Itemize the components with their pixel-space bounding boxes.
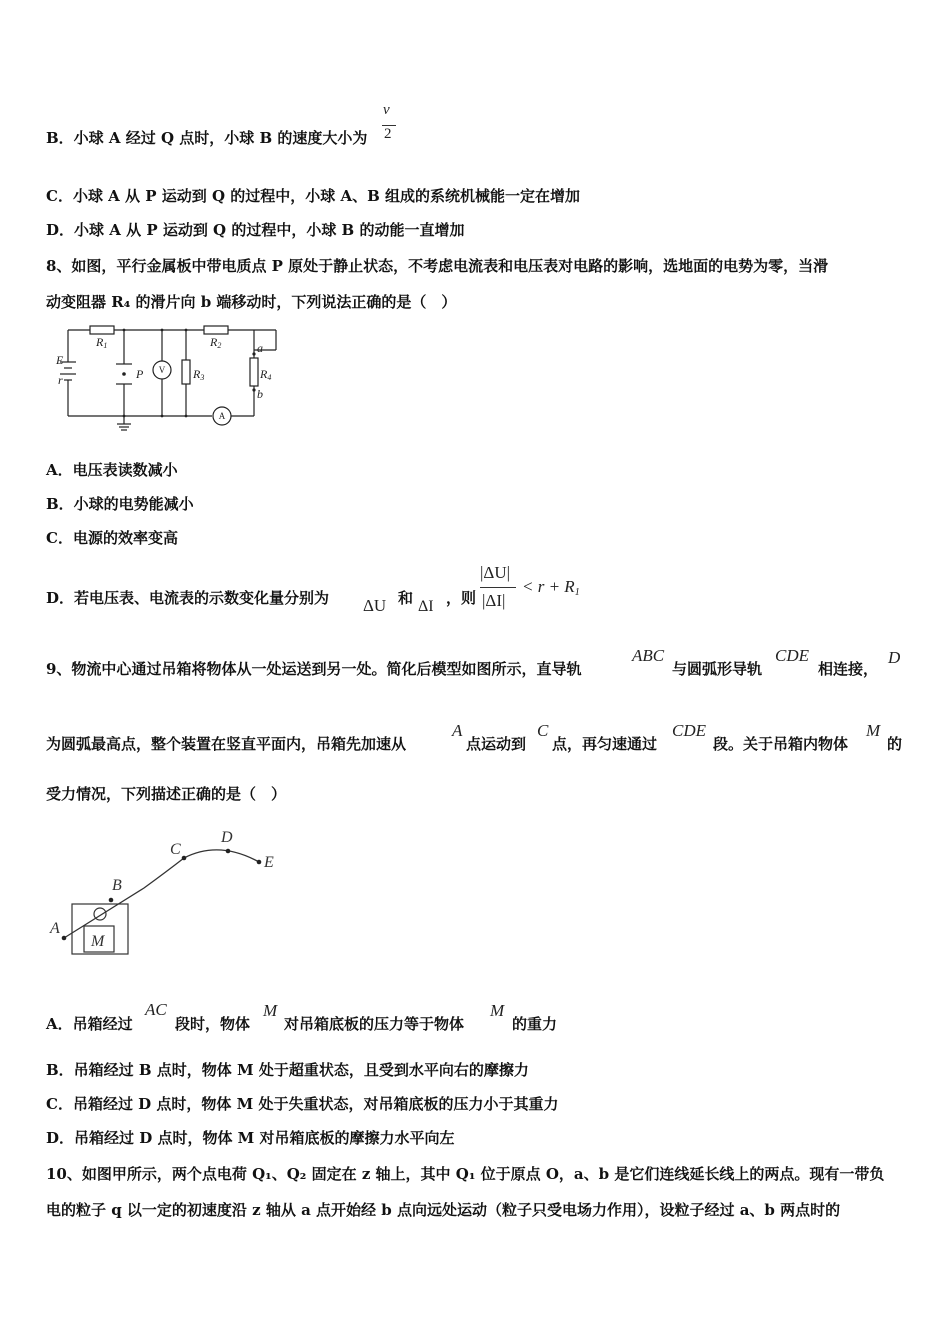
q9-option-d: D．吊箱经过 D 点时，物体 M 对吊箱底板的摩擦力水平向左 [46, 1129, 455, 1147]
svg-text:a: a [257, 341, 263, 355]
q9-math-cde: CDE [775, 646, 809, 665]
svg-text:R2: R2 [210, 335, 222, 350]
q9-option-a-d: 的重力 [512, 1015, 558, 1033]
svg-text:A: A [218, 411, 226, 421]
q9-math-c: C [537, 721, 549, 740]
q10-stem-line2: 电的粒子 q 以一定的初速度沿 z 轴从 a 点开始经 b 点向远处运动（粒子只受电场力作用），设粒子经过 a、b 两点时的 [46, 1201, 841, 1219]
svg-text:r: r [58, 373, 63, 387]
r3-resistor [182, 360, 190, 384]
q9-option-a-math-m1: M [263, 1001, 278, 1020]
svg-text:b: b [257, 387, 263, 401]
svg-text:E: E [264, 854, 274, 871]
q8-d-frac-den: |ΔI| [482, 591, 506, 610]
r2-resistor [204, 326, 228, 334]
point-b [109, 898, 114, 903]
q9-math-a: A [452, 721, 463, 740]
q8-circuit-diagram [54, 320, 294, 432]
q7-b-fraction-numerator: v [383, 102, 390, 118]
q9-stem-line2-e: 的 [887, 735, 903, 753]
q7-option-c: C．小球 A 从 P 运动到 Q 的过程中，小球 A、B 组成的系统机械能一定在增加 [46, 187, 581, 205]
svg-text:A: A [50, 920, 60, 937]
q9-stem-line1-c: 相连接， [818, 660, 879, 678]
q8-d-and: 和 [398, 589, 414, 607]
q9-stem-line1-b: 与圆弧形导轨 [672, 660, 763, 678]
r1-resistor [90, 326, 114, 334]
q9-stem-line3: 受力情况，下列描述正确的是（ ） [46, 785, 287, 803]
q9-math-cde-2: CDE [672, 721, 706, 740]
q9-option-a-math-m2: M [490, 1001, 505, 1020]
q9-track-diagram [44, 820, 294, 960]
q9-stem-line2-a: 为圆弧最高点，整个装置在竖直平面内，吊箱先加速从 [46, 735, 407, 753]
q8-stem-line2: 动变阻器 R₄ 的滑片向 b 端移动时，下列说法正确的是（ ） [46, 293, 457, 311]
q8-d-delta-u: ΔU [363, 596, 387, 615]
q9-option-a-b: 段时，物体 [175, 1015, 251, 1033]
q9-math-d: D [888, 648, 901, 667]
q9-stem-line2-b: 点运动到 [466, 735, 527, 753]
q7-b-fraction-denominator: 2 [384, 126, 392, 142]
q9-stem-line2-d: 段。关于吊箱内物体 [713, 735, 849, 753]
q8-option-d: D．若电压表、电流表的示数变化量分别为 [46, 589, 330, 607]
svg-text:P: P [136, 367, 144, 381]
q8-d-frac-bar [480, 587, 516, 588]
r4-resistor [250, 358, 258, 386]
pulley-wheel [94, 908, 106, 920]
svg-text:E: E [56, 353, 64, 367]
q8-d-then: ，则 [446, 589, 477, 607]
q10-stem-line1: 10、如图甲所示，两个点电荷 Q₁、Q₂ 固定在 z 轴上，其中 Q₁ 位于原点 O，a、b 是它们连线延长线上的两点。现有一带负 [46, 1165, 885, 1183]
svg-text:R4: R4 [260, 367, 272, 382]
q8-stem-line1: 8、如图，平行金属板中带电质点 P 原处于静止状态，不考虑电流表和电压表对电路的影响，选地面的电势为零，当滑 [46, 257, 829, 275]
q9-stem-line1-a: 9、物流中心通过吊箱将物体从一处运送到另一处。简化后模型如图所示，直导轨 [46, 660, 582, 678]
q9-option-c: C．吊箱经过 D 点时，物体 M 处于失重状态，对吊箱底板的压力小于其重力 [46, 1095, 559, 1113]
q9-math-abc: ABC [632, 646, 665, 665]
q9-option-a-c: 对吊箱底板的压力等于物体 [284, 1015, 465, 1033]
point-c [182, 856, 187, 861]
q8-option-c: C．电源的效率变高 [46, 529, 178, 547]
charged-particle-p [122, 372, 126, 376]
q8-option-a: A．电压表读数减小 [46, 461, 178, 479]
svg-text:R3: R3 [193, 367, 205, 382]
svg-text:V: V [158, 365, 166, 375]
svg-text:D: D [221, 829, 233, 846]
track-curve [64, 850, 259, 938]
q8-d-rhs: < $r + R_1$ [522, 577, 580, 598]
svg-text:M: M [91, 933, 105, 950]
q9-option-a-a: A．吊箱经过 [46, 1015, 133, 1033]
q9-math-m: M [866, 721, 881, 740]
q8-d-frac-num: |ΔU| [480, 563, 511, 582]
q9-option-a-math-ac: AC [145, 1000, 167, 1019]
q7-option-d: D．小球 A 从 P 运动到 Q 的过程中，小球 B 的动能一直增加 [46, 221, 465, 239]
svg-text:B: B [112, 877, 122, 894]
svg-text:R1: R1 [96, 335, 108, 350]
q8-d-delta-i: ΔI [418, 598, 434, 615]
point-d [226, 849, 231, 854]
q8-option-b: B．小球的电势能减小 [46, 495, 194, 513]
q9-stem-line2-c: 点，再匀速通过 [552, 735, 658, 753]
q7-option-b: B．小球 A 经过 Q 点时，小球 B 的速度大小为 [46, 129, 368, 147]
q9-option-b: B．吊箱经过 B 点时，物体 M 处于超重状态，且受到水平向右的摩擦力 [46, 1061, 529, 1079]
point-a [62, 936, 67, 941]
point-e [257, 860, 262, 865]
svg-text:C: C [170, 841, 181, 858]
